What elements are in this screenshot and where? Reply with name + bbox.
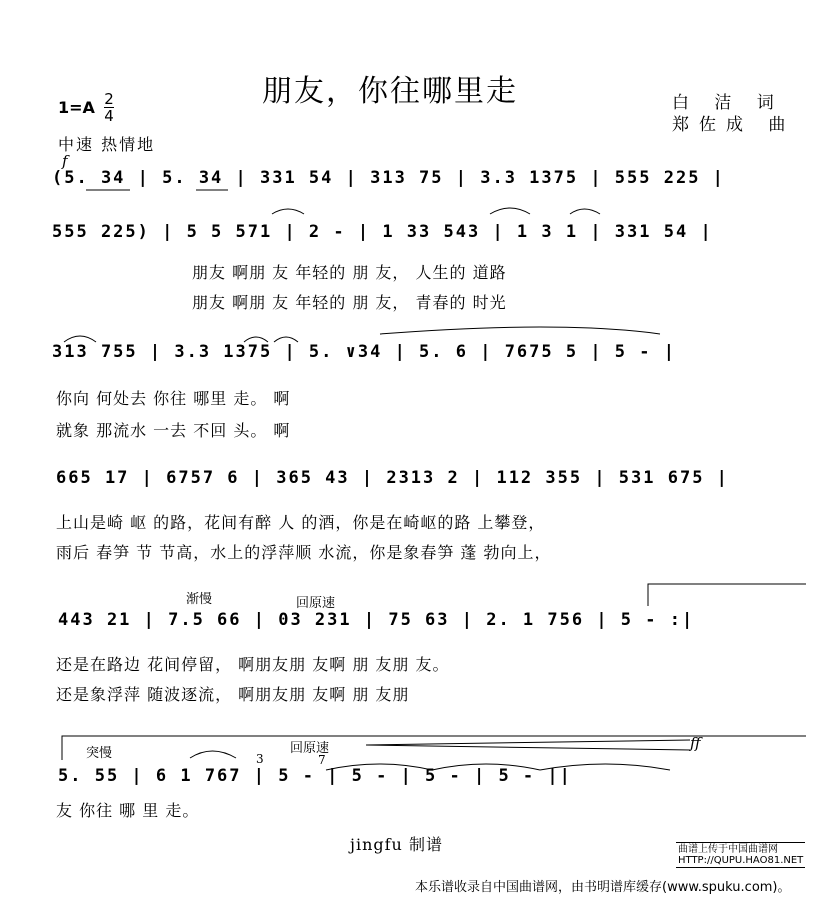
slur: [244, 337, 268, 342]
lyrics-row-3-verse-1: 你向 何处去 你往 哪里 走。 啊: [56, 389, 291, 408]
score-row-2: 555 225) | 5 5 571 | 2 - | 1 33 543 | 1 3 1 | 331 54 |: [52, 222, 713, 242]
lyrics-row-6: 友 你往 哪 里 走。: [56, 801, 200, 820]
lyrics-row-5-verse-1: 还是在路边 花间停留， 啊朋友朋 友啊 朋 友朋 友。: [56, 655, 450, 674]
time-signature-bottom: 4: [104, 107, 114, 125]
tie: [540, 764, 670, 770]
mark-resume-2: 回原速: [290, 741, 330, 756]
dynamic-start: f: [62, 152, 68, 170]
score-row-1: (5. 34 | 5. 34 | 331 54 | 313 75 | 3.3 1375 | 555 225 |: [52, 168, 725, 188]
lyrics-row-2-verse-2: 朋友 啊朋 友 年轻的 朋 友， 青春的 时光: [192, 293, 507, 312]
mark-slow: 渐慢: [186, 592, 213, 607]
dynamic-end: ff: [690, 734, 701, 752]
lyrics-row-5-verse-2: 还是象浮萍 随波逐流， 啊朋友朋 友啊 朋 友朋: [56, 685, 410, 704]
lyrics-row-3-verse-2: 就象 那流水 一去 不回 头。 啊: [56, 421, 291, 440]
footer-source: 本乐谱收录自中国曲谱网，由书明谱库缓存(www.spuku.com)。: [415, 880, 791, 895]
score-row-3: 313 755 | 3.3 1375 | 5. ∨34 | 5. 6 | 7675 5 | 5 - |: [52, 342, 676, 362]
slur: [380, 327, 660, 334]
composer-credit: 郑佐成 曲: [672, 115, 796, 135]
upload-credit-line-2: HTTP://QUPU.HAO81.NET: [678, 855, 804, 866]
score-row-4: 665 17 | 6757 6 | 365 43 | 2313 2 | 112 355 | 531 675 |: [56, 468, 729, 488]
lyrics-row-2-verse-1: 朋友 啊朋 友 年轻的 朋 友， 人生的 道路: [192, 263, 507, 282]
crescendo-line: [366, 745, 690, 750]
tie: [326, 764, 432, 770]
mark-resume: 回原速: [296, 596, 336, 611]
key-signature: 1=A: [58, 98, 95, 117]
volta-bracket: [648, 584, 806, 606]
slur: [570, 209, 600, 214]
crescendo-line: [366, 740, 690, 745]
grace-note: 7: [318, 753, 326, 767]
lyrics-row-4-verse-2: 雨后 春笋 节 节高，水上的浮萍顺 水流，你是象春笋 蓬 勃向上，: [56, 543, 552, 562]
score-row-5: 443 21 | 7.5 66 | 03 231 | 75 63 | 2. 1 756 | 5 - :|: [58, 610, 695, 630]
tempo-marking: 中速 热情地: [58, 135, 156, 154]
score-row-6: 5. 55 | 6 1 767 | 5 - | 5 - | 5 - | 5 - ||: [58, 766, 572, 786]
upload-credit-line-1: 曲谱上传于中国曲谱网: [678, 844, 778, 855]
lyricist-credit: 白 洁 词: [672, 93, 784, 113]
slur: [274, 337, 298, 342]
slur: [490, 208, 530, 214]
slur: [64, 336, 96, 342]
triplet-mark: 3: [256, 752, 264, 766]
time-signature-top: 2: [104, 90, 114, 108]
score-maker: jingfu 制谱: [350, 835, 443, 854]
slur: [272, 209, 304, 214]
volta-bracket: [62, 736, 806, 760]
lyrics-row-4-verse-1: 上山是崎 岖 的路，花间有醉 人 的酒，你是在崎岖的路 上攀登，: [56, 513, 546, 532]
tie: [432, 764, 540, 770]
slur: [190, 751, 236, 758]
mark-sudden-slow: 突慢: [86, 746, 113, 761]
song-title: 朋友，你往哪里走: [262, 74, 518, 109]
